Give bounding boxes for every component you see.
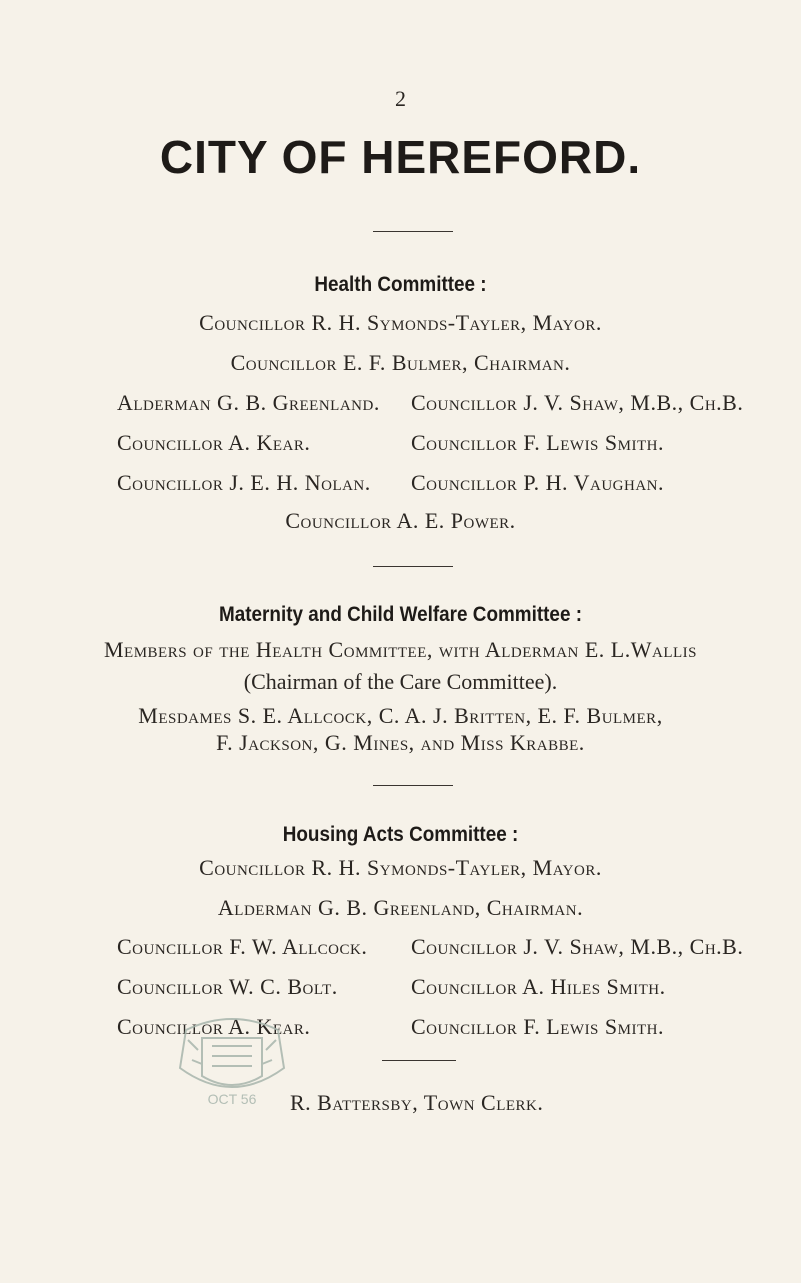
health-member-line: Councillor A. E. Power. (285, 508, 516, 533)
divider (373, 231, 453, 232)
health-member-left: Alderman G. B. Greenland. (117, 390, 380, 415)
health-member-right: Councillor P. H. Vaughan. (411, 470, 665, 495)
housing-member-line: Councillor R. H. Symonds-Tayler, Mayor. (199, 855, 602, 880)
maternity-line: F. Jackson, G. Mines, and Miss Krabbe. (216, 730, 585, 755)
housing-member-right: Councillor A. Hiles Smith. (411, 974, 666, 999)
health-member-line: Councillor E. F. Bulmer, Chairman. (230, 350, 571, 375)
housing-member-left: Councillor F. W. Allcock. (117, 934, 368, 959)
divider (373, 566, 453, 567)
housing-committee-heading: Housing Acts Committee : (282, 823, 519, 846)
town-clerk: R. Battersby, Town Clerk. (290, 1090, 544, 1115)
health-member-right: Councillor F. Lewis Smith. (411, 430, 664, 455)
divider (373, 785, 453, 786)
health-committee-heading: Health Committee : (314, 273, 487, 296)
housing-member-right: Councillor J. V. Shaw, M.B., Ch.B. (411, 934, 744, 959)
maternity-committee-heading: Maternity and Child Welfare Committee : (218, 603, 583, 626)
page-number: 2 (395, 86, 406, 111)
maternity-line: Members of the Health Committee, with Alderman E. L.Wallis (103, 637, 698, 662)
health-member-left: Councillor J. E. H. Nolan. (117, 470, 371, 495)
health-member-right: Councillor J. V. Shaw, M.B., Ch.B. (411, 390, 744, 415)
stamp-text: OCT 56 (207, 1091, 257, 1107)
housing-member-right: Councillor F. Lewis Smith. (411, 1014, 664, 1039)
health-member-line: Councillor R. H. Symonds-Tayler, Mayor. (199, 310, 602, 335)
housing-member-line: Alderman G. B. Greenland, Chairman. (217, 895, 584, 920)
health-member-left: Councillor A. Kear. (117, 430, 311, 455)
page-title: CITY OF HEREFORD. (159, 131, 642, 183)
divider (382, 1060, 456, 1061)
maternity-line: (Chairman of the Care Committee). (243, 669, 558, 694)
housing-member-left: Councillor W. C. Bolt. (117, 974, 338, 999)
maternity-line: Mesdames S. E. Allcock, C. A. J. Britten, E. F. Bulmer, (138, 703, 663, 728)
housing-member-left: Councillor A. Kear. (117, 1014, 311, 1039)
library-stamp (168, 1010, 296, 1110)
